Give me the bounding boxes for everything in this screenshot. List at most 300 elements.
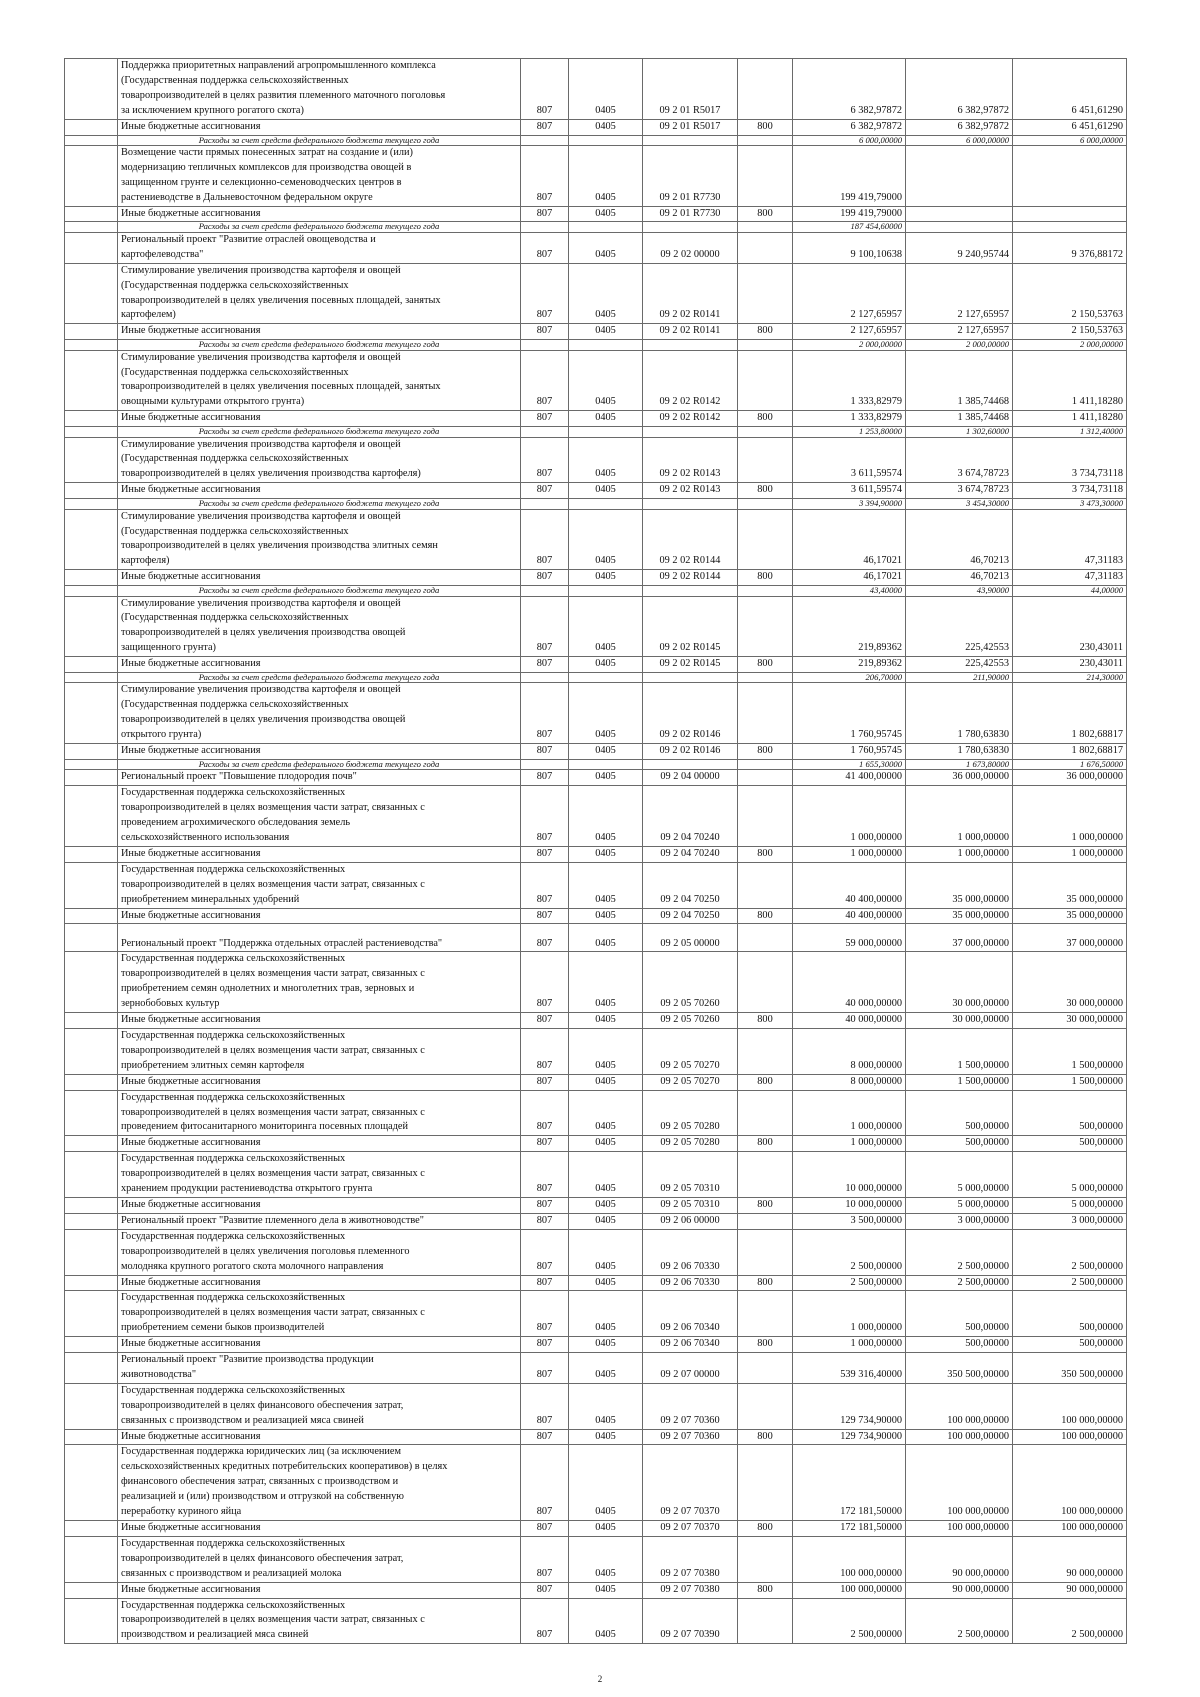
row-name-cell: Расходы за счет средств федерального бюджета текущего года xyxy=(118,340,521,350)
row-margin-cell xyxy=(65,59,118,120)
row-amount-1-cell: 3 500,00000 xyxy=(793,1213,906,1229)
table-row xyxy=(65,1353,1127,1384)
row-amount-1-cell: 10 000,00000 xyxy=(793,1152,906,1198)
row-section-cell: 0405 xyxy=(569,770,643,786)
row-target-article-cell: 09 2 02 R0146 xyxy=(643,744,738,760)
row-expense-type-cell: 800 xyxy=(738,744,793,760)
row-amount-1-cell: 3 394,90000 xyxy=(793,499,906,509)
row-amount-1-cell: 2 500,00000 xyxy=(793,1229,906,1275)
row-amount-1-cell: 1 655,30000 xyxy=(793,760,906,770)
row-target-article-cell: 09 2 02 R0143 xyxy=(643,483,738,499)
row-name-cell: Государственная поддержка сельскохозяйственных товаропроизводителей в целях увеличения поголовья племенного молодняка крупного рогатого скота молочного направления xyxy=(118,1229,521,1275)
row-amount-1-cell: 1 000,00000 xyxy=(793,786,906,847)
row-name-cell: Расходы за счет средств федерального бюджета текущего года xyxy=(118,135,521,145)
row-target-article-cell: 09 2 05 00000 xyxy=(643,924,738,952)
row-margin-cell xyxy=(65,263,118,324)
row-name-cell: Иные бюджетные ассигнования xyxy=(118,1074,521,1090)
table-row xyxy=(65,596,1127,657)
row-name-cell: Иные бюджетные ассигнования xyxy=(118,1197,521,1213)
row-section-cell: 0405 xyxy=(569,1197,643,1213)
row-margin-cell xyxy=(65,673,118,683)
federal-funds-row xyxy=(65,760,1127,770)
row-amount-1-cell: 1 000,00000 xyxy=(793,1090,906,1136)
row-amount-1-cell: 9 100,10638 xyxy=(793,232,906,263)
row-target-article-cell: 09 2 02 00000 xyxy=(643,232,738,263)
table-row xyxy=(65,411,1127,427)
row-amount-1-cell: 2 127,65957 xyxy=(793,324,906,340)
row-margin-cell xyxy=(65,786,118,847)
row-margin-cell xyxy=(65,1074,118,1090)
row-name-cell: Иные бюджетные ассигнования xyxy=(118,1136,521,1152)
table-row xyxy=(65,1521,1127,1537)
row-amount-2-cell: 1 500,00000 xyxy=(906,1029,1013,1075)
row-target-article-cell: 09 2 06 70330 xyxy=(643,1229,738,1275)
row-section-cell: 0405 xyxy=(569,1291,643,1337)
row-margin-cell xyxy=(65,657,118,673)
table-row xyxy=(65,1536,1127,1582)
row-expense-type-cell xyxy=(738,862,793,908)
row-margin-cell xyxy=(65,1013,118,1029)
row-expense-type-cell xyxy=(738,232,793,263)
row-target-article-cell: 09 2 06 00000 xyxy=(643,1213,738,1229)
row-name-cell: Государственная поддержка сельскохозяйственных товаропроизводителей в целях возмещения части затрат, связанных с приобретением элитных семян картофеля xyxy=(118,1029,521,1075)
row-expense-type-cell: 800 xyxy=(738,483,793,499)
row-target-article-cell: 09 2 05 70280 xyxy=(643,1136,738,1152)
row-margin-cell xyxy=(65,862,118,908)
federal-funds-row xyxy=(65,135,1127,145)
table-row xyxy=(65,1582,1127,1598)
row-target-article-cell: 09 2 05 70270 xyxy=(643,1074,738,1090)
row-amount-3-cell: 100 000,00000 xyxy=(1013,1383,1127,1429)
row-amount-3-cell: 2 150,53763 xyxy=(1013,263,1127,324)
row-expense-type-cell: 800 xyxy=(738,1582,793,1598)
row-name-cell: Иные бюджетные ассигнования xyxy=(118,483,521,499)
row-amount-3-cell: 230,43011 xyxy=(1013,657,1127,673)
row-target-article-cell: 09 2 07 70370 xyxy=(643,1521,738,1537)
row-grbs-cell: 807 xyxy=(521,1291,569,1337)
table-row xyxy=(65,683,1127,744)
row-grbs-cell: 807 xyxy=(521,1445,569,1521)
row-amount-2-cell: 2 500,00000 xyxy=(906,1229,1013,1275)
row-section-cell: 0405 xyxy=(569,59,643,120)
row-grbs-cell: 807 xyxy=(521,1383,569,1429)
row-margin-cell xyxy=(65,350,118,411)
row-margin-cell xyxy=(65,596,118,657)
row-section-cell: 0405 xyxy=(569,596,643,657)
row-amount-2-cell: 3 674,78723 xyxy=(906,483,1013,499)
row-name-cell: Государственная поддержка сельскохозяйственных товаропроизводителей в целях возмещения части затрат, связанных с хранением продукции растениеводства открытого грунта xyxy=(118,1152,521,1198)
row-expense-type-cell xyxy=(738,1029,793,1075)
row-amount-3-cell xyxy=(1013,222,1127,232)
row-name-cell: Стимулирование увеличения производства картофеля и овощей (Государственная поддержка сельскохозяйственных товаропроизводителей в целях увеличения производства овощей открытого грунта) xyxy=(118,683,521,744)
row-target-article-cell: 09 2 05 70310 xyxy=(643,1197,738,1213)
row-section-cell: 0405 xyxy=(569,683,643,744)
row-expense-type-cell: 800 xyxy=(738,1136,793,1152)
row-amount-3-cell: 500,00000 xyxy=(1013,1337,1127,1353)
row-target-article-cell: 09 2 02 R0146 xyxy=(643,683,738,744)
row-amount-3-cell xyxy=(1013,206,1127,222)
row-amount-3-cell: 35 000,00000 xyxy=(1013,908,1127,924)
row-expense-type-cell: 800 xyxy=(738,411,793,427)
row-section-cell xyxy=(569,135,643,145)
row-section-cell xyxy=(569,499,643,509)
row-section-cell: 0405 xyxy=(569,1136,643,1152)
row-expense-type-cell xyxy=(738,145,793,206)
row-grbs-cell: 807 xyxy=(521,1197,569,1213)
row-amount-1-cell: 172 181,50000 xyxy=(793,1521,906,1537)
row-amount-3-cell: 9 376,88172 xyxy=(1013,232,1127,263)
row-amount-3-cell: 100 000,00000 xyxy=(1013,1521,1127,1537)
table-row xyxy=(65,59,1127,120)
table-row xyxy=(65,657,1127,673)
row-margin-cell xyxy=(65,222,118,232)
row-margin-cell xyxy=(65,1291,118,1337)
row-amount-2-cell: 2 000,00000 xyxy=(906,340,1013,350)
row-name-cell: Иные бюджетные ассигнования xyxy=(118,1275,521,1291)
row-amount-1-cell: 1 333,82979 xyxy=(793,411,906,427)
row-section-cell: 0405 xyxy=(569,657,643,673)
row-amount-2-cell: 2 500,00000 xyxy=(906,1275,1013,1291)
row-target-article-cell: 09 2 05 70270 xyxy=(643,1029,738,1075)
row-section-cell xyxy=(569,760,643,770)
row-amount-2-cell: 1 385,74468 xyxy=(906,411,1013,427)
row-name-cell: Иные бюджетные ассигнования xyxy=(118,1337,521,1353)
table-row xyxy=(65,1213,1127,1229)
row-amount-1-cell: 46,17021 xyxy=(793,570,906,586)
row-amount-2-cell xyxy=(906,206,1013,222)
row-expense-type-cell xyxy=(738,59,793,120)
row-target-article-cell: 09 2 01 R7730 xyxy=(643,145,738,206)
row-name-cell: Государственная поддержка сельскохозяйственных товаропроизводителей в целях возмещения части затрат, связанных с производством и реализацией мяса свиней xyxy=(118,1598,521,1644)
row-grbs-cell: 807 xyxy=(521,1337,569,1353)
row-target-article-cell: 09 2 01 R5017 xyxy=(643,59,738,120)
row-amount-3-cell: 35 000,00000 xyxy=(1013,862,1127,908)
row-amount-3-cell: 1 500,00000 xyxy=(1013,1029,1127,1075)
row-grbs-cell: 807 xyxy=(521,509,569,570)
row-expense-type-cell xyxy=(738,135,793,145)
row-margin-cell xyxy=(65,1029,118,1075)
row-expense-type-cell xyxy=(738,1229,793,1275)
row-name-cell: Государственная поддержка сельскохозяйственных товаропроизводителей в целях возмещения части затрат, связанных с проведением фитосанитарного мониторинга посевных площадей xyxy=(118,1090,521,1136)
row-amount-3-cell: 1 000,00000 xyxy=(1013,786,1127,847)
row-grbs-cell: 807 xyxy=(521,846,569,862)
row-grbs-cell xyxy=(521,760,569,770)
table-row xyxy=(65,786,1127,847)
row-amount-1-cell: 2 127,65957 xyxy=(793,263,906,324)
row-section-cell: 0405 xyxy=(569,1353,643,1384)
row-expense-type-cell xyxy=(738,437,793,483)
row-amount-3-cell: 90 000,00000 xyxy=(1013,1536,1127,1582)
row-amount-3-cell: 3 473,30000 xyxy=(1013,499,1127,509)
row-amount-1-cell: 172 181,50000 xyxy=(793,1445,906,1521)
row-amount-3-cell: 5 000,00000 xyxy=(1013,1197,1127,1213)
budget-table xyxy=(64,58,1127,1644)
row-amount-2-cell: 90 000,00000 xyxy=(906,1536,1013,1582)
row-name-cell: Региональный проект "Развитие производства продукции животноводства" xyxy=(118,1353,521,1384)
row-amount-1-cell: 129 734,90000 xyxy=(793,1383,906,1429)
table-row xyxy=(65,1074,1127,1090)
row-grbs-cell xyxy=(521,135,569,145)
row-expense-type-cell: 800 xyxy=(738,206,793,222)
row-amount-1-cell: 40 400,00000 xyxy=(793,908,906,924)
row-amount-2-cell: 500,00000 xyxy=(906,1337,1013,1353)
row-grbs-cell: 807 xyxy=(521,596,569,657)
row-target-article-cell: 09 2 01 R7730 xyxy=(643,206,738,222)
row-target-article-cell xyxy=(643,135,738,145)
row-expense-type-cell: 800 xyxy=(738,1197,793,1213)
row-margin-cell xyxy=(65,570,118,586)
row-target-article-cell: 09 2 06 70340 xyxy=(643,1291,738,1337)
row-grbs-cell: 807 xyxy=(521,350,569,411)
row-expense-type-cell xyxy=(738,596,793,657)
row-margin-cell xyxy=(65,1536,118,1582)
row-amount-2-cell: 1 000,00000 xyxy=(906,786,1013,847)
row-amount-1-cell: 2 000,00000 xyxy=(793,340,906,350)
row-amount-2-cell: 9 240,95744 xyxy=(906,232,1013,263)
row-amount-2-cell: 1 302,60000 xyxy=(906,427,1013,437)
row-grbs-cell xyxy=(521,340,569,350)
row-margin-cell xyxy=(65,483,118,499)
row-expense-type-cell: 800 xyxy=(738,1429,793,1445)
row-target-article-cell: 09 2 02 R0144 xyxy=(643,509,738,570)
row-margin-cell xyxy=(65,1445,118,1521)
row-target-article-cell: 09 2 02 R0142 xyxy=(643,411,738,427)
row-name-cell: Иные бюджетные ассигнования xyxy=(118,411,521,427)
row-amount-3-cell: 30 000,00000 xyxy=(1013,952,1127,1013)
table-row xyxy=(65,1013,1127,1029)
row-amount-2-cell: 5 000,00000 xyxy=(906,1152,1013,1198)
row-section-cell: 0405 xyxy=(569,846,643,862)
table-row xyxy=(65,952,1127,1013)
row-name-cell: Расходы за счет средств федерального бюджета текущего года xyxy=(118,427,521,437)
row-name-cell: Иные бюджетные ассигнования xyxy=(118,1013,521,1029)
table-row xyxy=(65,570,1127,586)
federal-funds-row xyxy=(65,499,1127,509)
row-expense-type-cell xyxy=(738,770,793,786)
row-amount-1-cell: 100 000,00000 xyxy=(793,1582,906,1598)
row-grbs-cell: 807 xyxy=(521,263,569,324)
row-expense-type-cell xyxy=(738,683,793,744)
row-grbs-cell: 807 xyxy=(521,437,569,483)
row-amount-2-cell: 225,42553 xyxy=(906,596,1013,657)
row-amount-1-cell: 40 000,00000 xyxy=(793,1013,906,1029)
row-expense-type-cell xyxy=(738,1353,793,1384)
row-section-cell: 0405 xyxy=(569,924,643,952)
row-margin-cell xyxy=(65,232,118,263)
row-margin-cell xyxy=(65,952,118,1013)
row-amount-1-cell: 1 000,00000 xyxy=(793,1337,906,1353)
row-name-cell: Государственная поддержка сельскохозяйственных товаропроизводителей в целях возмещения части затрат, связанных с приобретением семени быков производителей xyxy=(118,1291,521,1337)
row-amount-3-cell: 3 734,73118 xyxy=(1013,437,1127,483)
budget-table-body xyxy=(65,59,1127,1644)
row-target-article-cell: 09 2 07 00000 xyxy=(643,1353,738,1384)
row-target-article-cell: 09 2 06 70330 xyxy=(643,1275,738,1291)
row-amount-1-cell: 1 000,00000 xyxy=(793,1291,906,1337)
row-amount-1-cell: 1 000,00000 xyxy=(793,846,906,862)
row-section-cell: 0405 xyxy=(569,1383,643,1429)
row-target-article-cell: 09 2 02 R0145 xyxy=(643,657,738,673)
row-section-cell: 0405 xyxy=(569,1229,643,1275)
row-section-cell: 0405 xyxy=(569,1429,643,1445)
row-amount-2-cell: 500,00000 xyxy=(906,1136,1013,1152)
row-amount-3-cell: 1 676,50000 xyxy=(1013,760,1127,770)
row-name-cell: Региональный проект "Развитие племенного дела в животноводстве" xyxy=(118,1213,521,1229)
row-expense-type-cell: 800 xyxy=(738,570,793,586)
row-section-cell: 0405 xyxy=(569,1275,643,1291)
row-expense-type-cell xyxy=(738,340,793,350)
row-margin-cell xyxy=(65,206,118,222)
row-amount-2-cell: 2 127,65957 xyxy=(906,324,1013,340)
row-target-article-cell: 09 2 02 R0144 xyxy=(643,570,738,586)
row-amount-3-cell: 1 500,00000 xyxy=(1013,1074,1127,1090)
table-row xyxy=(65,770,1127,786)
row-amount-2-cell: 6 000,00000 xyxy=(906,135,1013,145)
row-amount-3-cell: 3 000,00000 xyxy=(1013,1213,1127,1229)
row-name-cell: Государственная поддержка юридических лиц (за исключением сельскохозяйственных кредитных потребительских кооперативов) в целях финансового обеспечения затрат, связанных с производством и реализацией и (или) производством и отгрузкой на собственную переработку куриного яйца xyxy=(118,1445,521,1521)
row-grbs-cell: 807 xyxy=(521,411,569,427)
row-margin-cell xyxy=(65,145,118,206)
row-amount-1-cell: 46,17021 xyxy=(793,509,906,570)
row-amount-1-cell: 219,89362 xyxy=(793,596,906,657)
row-amount-3-cell: 47,31183 xyxy=(1013,570,1127,586)
table-row xyxy=(65,483,1127,499)
row-expense-type-cell xyxy=(738,350,793,411)
row-amount-1-cell: 6 382,97872 xyxy=(793,59,906,120)
row-amount-2-cell: 3 000,00000 xyxy=(906,1213,1013,1229)
row-grbs-cell xyxy=(521,499,569,509)
row-amount-3-cell: 2 500,00000 xyxy=(1013,1229,1127,1275)
row-grbs-cell: 807 xyxy=(521,924,569,952)
table-row xyxy=(65,862,1127,908)
row-amount-2-cell: 350 500,00000 xyxy=(906,1353,1013,1384)
row-grbs-cell: 807 xyxy=(521,1229,569,1275)
row-amount-2-cell: 90 000,00000 xyxy=(906,1582,1013,1598)
row-name-cell: Стимулирование увеличения производства картофеля и овощей (Государственная поддержка сельскохозяйственных товаропроизводителей в целях увеличения посевных площадей, занятых картофелем) xyxy=(118,263,521,324)
row-amount-2-cell: 46,70213 xyxy=(906,509,1013,570)
table-row xyxy=(65,145,1127,206)
row-name-cell: Региональный проект "Повышение плодородия почв" xyxy=(118,770,521,786)
row-target-article-cell: 09 2 02 R0145 xyxy=(643,596,738,657)
row-amount-3-cell: 6 451,61290 xyxy=(1013,59,1127,120)
row-grbs-cell: 807 xyxy=(521,324,569,340)
row-margin-cell xyxy=(65,509,118,570)
row-name-cell: Стимулирование увеличения производства картофеля и овощей (Государственная поддержка сельскохозяйственных товаропроизводителей в целях увеличения производства овощей защищенного грунта) xyxy=(118,596,521,657)
row-name-cell: Государственная поддержка сельскохозяйственных товаропроизводителей в целях возмещения части затрат, связанных с приобретением минеральных удобрений xyxy=(118,862,521,908)
row-amount-2-cell: 30 000,00000 xyxy=(906,1013,1013,1029)
row-target-article-cell xyxy=(643,222,738,232)
row-margin-cell xyxy=(65,1275,118,1291)
row-expense-type-cell xyxy=(738,1090,793,1136)
row-expense-type-cell xyxy=(738,1536,793,1582)
row-amount-1-cell: 2 500,00000 xyxy=(793,1598,906,1644)
row-section-cell xyxy=(569,340,643,350)
row-grbs-cell: 807 xyxy=(521,1275,569,1291)
row-section-cell xyxy=(569,673,643,683)
row-amount-2-cell: 2 127,65957 xyxy=(906,263,1013,324)
table-row xyxy=(65,509,1127,570)
table-row xyxy=(65,263,1127,324)
row-amount-3-cell: 2 500,00000 xyxy=(1013,1275,1127,1291)
row-amount-3-cell: 6 000,00000 xyxy=(1013,135,1127,145)
row-expense-type-cell: 800 xyxy=(738,324,793,340)
row-amount-3-cell: 100 000,00000 xyxy=(1013,1429,1127,1445)
row-amount-2-cell: 3 674,78723 xyxy=(906,437,1013,483)
federal-funds-row xyxy=(65,673,1127,683)
row-grbs-cell: 807 xyxy=(521,1136,569,1152)
row-target-article-cell: 09 2 02 R0141 xyxy=(643,263,738,324)
row-target-article-cell: 09 2 04 70240 xyxy=(643,786,738,847)
row-expense-type-cell xyxy=(738,760,793,770)
row-section-cell: 0405 xyxy=(569,232,643,263)
row-target-article-cell: 09 2 02 R0143 xyxy=(643,437,738,483)
row-amount-2-cell: 211,90000 xyxy=(906,673,1013,683)
row-name-cell: Поддержка приоритетных направлений агропромышленного комплекса (Государственная поддержка сельскохозяйственных товаропроизводителей в целях развития племенного маточного поголовья за исключением крупного рогатого скота) xyxy=(118,59,521,120)
row-amount-3-cell: 214,30000 xyxy=(1013,673,1127,683)
row-amount-1-cell: 1 253,80000 xyxy=(793,427,906,437)
row-margin-cell xyxy=(65,586,118,596)
row-amount-3-cell: 37 000,00000 xyxy=(1013,924,1127,952)
row-amount-3-cell: 2 500,00000 xyxy=(1013,1598,1127,1644)
table-row xyxy=(65,908,1127,924)
row-section-cell: 0405 xyxy=(569,119,643,135)
row-amount-3-cell: 5 000,00000 xyxy=(1013,1152,1127,1198)
row-grbs-cell: 807 xyxy=(521,119,569,135)
row-target-article-cell: 09 2 05 70280 xyxy=(643,1090,738,1136)
row-grbs-cell xyxy=(521,673,569,683)
row-target-article-cell: 09 2 01 R5017 xyxy=(643,119,738,135)
row-amount-1-cell: 1 000,00000 xyxy=(793,1136,906,1152)
row-section-cell: 0405 xyxy=(569,1337,643,1353)
row-amount-1-cell: 199 419,79000 xyxy=(793,145,906,206)
row-amount-1-cell: 6 000,00000 xyxy=(793,135,906,145)
row-amount-3-cell: 1 802,68817 xyxy=(1013,683,1127,744)
row-grbs-cell: 807 xyxy=(521,1521,569,1537)
row-grbs-cell: 807 xyxy=(521,657,569,673)
row-amount-3-cell xyxy=(1013,145,1127,206)
row-margin-cell xyxy=(65,1152,118,1198)
row-expense-type-cell xyxy=(738,924,793,952)
row-amount-3-cell: 1 802,68817 xyxy=(1013,744,1127,760)
row-target-article-cell: 09 2 02 R0141 xyxy=(643,324,738,340)
table-row xyxy=(65,1291,1127,1337)
row-amount-3-cell: 350 500,00000 xyxy=(1013,1353,1127,1384)
row-target-article-cell: 09 2 06 70340 xyxy=(643,1337,738,1353)
row-name-cell: Государственная поддержка сельскохозяйственных товаропроизводителей в целях возмещения части затрат, связанных с проведением агрохимического обследования земель сельскохозяйственного использования xyxy=(118,786,521,847)
row-grbs-cell: 807 xyxy=(521,232,569,263)
row-expense-type-cell: 800 xyxy=(738,119,793,135)
row-grbs-cell: 807 xyxy=(521,1013,569,1029)
row-amount-2-cell xyxy=(906,222,1013,232)
row-amount-3-cell: 3 734,73118 xyxy=(1013,483,1127,499)
row-amount-2-cell: 5 000,00000 xyxy=(906,1197,1013,1213)
row-amount-3-cell: 47,31183 xyxy=(1013,509,1127,570)
row-grbs-cell: 807 xyxy=(521,770,569,786)
row-expense-type-cell xyxy=(738,952,793,1013)
row-expense-type-cell: 800 xyxy=(738,1275,793,1291)
row-margin-cell xyxy=(65,1598,118,1644)
row-amount-2-cell: 1 000,00000 xyxy=(906,846,1013,862)
row-amount-1-cell: 1 760,95745 xyxy=(793,744,906,760)
row-grbs-cell: 807 xyxy=(521,1429,569,1445)
row-name-cell: Региональный проект "Поддержка отдельных отраслей растениеводства" xyxy=(118,924,521,952)
row-name-cell: Иные бюджетные ассигнования xyxy=(118,1521,521,1537)
row-grbs-cell: 807 xyxy=(521,1152,569,1198)
row-expense-type-cell xyxy=(738,499,793,509)
row-margin-cell xyxy=(65,1229,118,1275)
row-amount-3-cell: 500,00000 xyxy=(1013,1136,1127,1152)
row-grbs-cell: 807 xyxy=(521,206,569,222)
row-section-cell: 0405 xyxy=(569,483,643,499)
